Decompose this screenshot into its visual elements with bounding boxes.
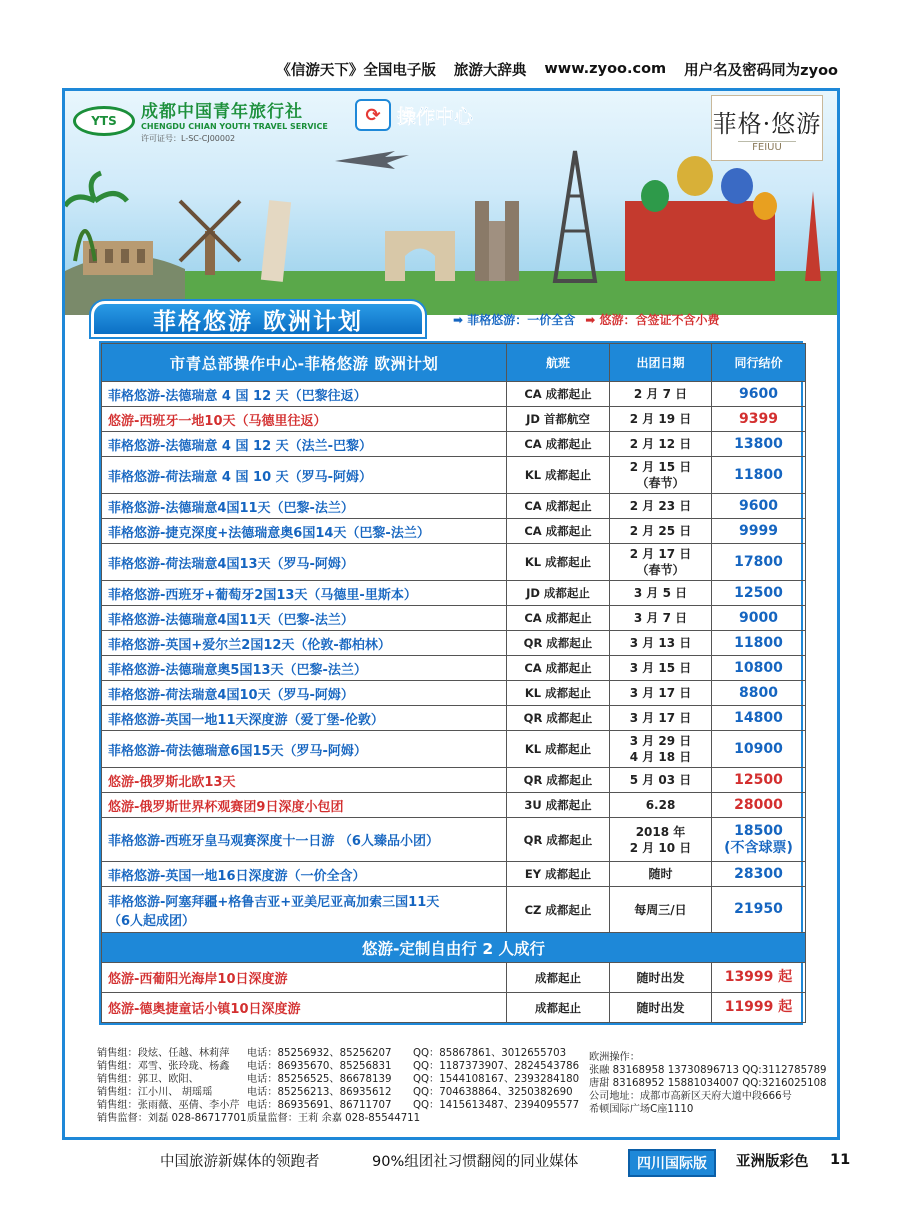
headline-tab (91, 301, 425, 337)
route-name (102, 887, 507, 933)
table-row (102, 993, 806, 1023)
header-flight: 航班 (507, 344, 610, 382)
price-line: 13800 (734, 435, 783, 452)
price-line: 9600 (739, 385, 778, 402)
price-line: 21950 (734, 901, 783, 917)
price-line: 9399 (739, 410, 778, 427)
date-line: 3 月 29 日 (629, 734, 692, 748)
date-line: 3 月 17 日 (629, 686, 692, 700)
price-cell (712, 681, 806, 706)
table-row (102, 656, 806, 681)
table-row (102, 793, 806, 818)
table-row (102, 631, 806, 656)
date-line-2: 2 月 10 日 (629, 840, 692, 855)
date-line: 2 月 7 日 (633, 387, 688, 401)
europe-ops-line: 欧洲操作： (589, 1052, 640, 1063)
route-name (102, 457, 507, 494)
route-name (102, 544, 507, 581)
route-name-line: 悠游-俄罗斯世界杯观赛团9日深度小包团 (108, 799, 344, 815)
footer-slogan-2: 90%组团社习惯翻阅的同业媒体 (372, 1153, 579, 1170)
flight-cell: 成都起止 (507, 993, 610, 1023)
route-name: 悠游-德奥捷童话小镇10日深度游 (102, 993, 507, 1023)
top-header-bar (0, 52, 900, 86)
route-name (102, 862, 507, 887)
section-title: 悠游-定制自由行 2 人成行 (102, 933, 806, 963)
sales-group-phone: 电话：85256213、86935612 (247, 1087, 392, 1098)
supervision-line (97, 1112, 587, 1125)
route-name-line: 菲格悠游-英国一地11天深度游（爱丁堡-伦敦） (108, 712, 384, 728)
route-name-line: 菲格悠游-荷法德瑞意6国15天（罗马-阿姆） (108, 743, 367, 759)
table-row (102, 862, 806, 887)
header-route: 市青总部操作中心-菲格悠游 欧洲计划 (102, 344, 507, 382)
table-row (102, 581, 806, 606)
flight-cell: CA 成都起止 (507, 656, 610, 681)
price-line: 9000 (739, 609, 778, 626)
flight-cell: 3U 成都起止 (507, 793, 610, 818)
date-line: 2 月 15 日 (629, 460, 692, 474)
section-header (102, 933, 806, 963)
price-line: 12500 (734, 771, 783, 788)
price-note: (不含球票) (724, 839, 793, 856)
route-name-line: 菲格悠游-阿塞拜疆+格鲁吉亚+亚美尼亚高加索三国11天 (108, 894, 440, 910)
header-price: 同行结价 (712, 344, 806, 382)
route-name-line-2: （6人起成团） (108, 913, 196, 929)
price-line: 11800 (734, 634, 783, 651)
price-cell (712, 731, 806, 768)
table-row (102, 544, 806, 581)
europe-operations (589, 1051, 839, 1116)
table-row (102, 519, 806, 544)
price-line: 10800 (734, 659, 783, 676)
route-name (102, 519, 507, 544)
route-name-line: 悠游-俄罗斯北欧13天 (108, 774, 236, 790)
europe-ops-line: 张融 83168958 13730896713 QQ:3112785789 (589, 1065, 827, 1076)
flight-cell: QR 成都起止 (507, 631, 610, 656)
price-cell (712, 457, 806, 494)
date-cell: 随时出发 (610, 963, 712, 993)
route-name (102, 432, 507, 457)
date-cell (610, 681, 712, 706)
table-row (102, 887, 806, 933)
price-cell (712, 606, 806, 631)
table-row (102, 768, 806, 793)
price-cell (712, 706, 806, 731)
sales-group-qq: QQ：85867861、3012655703 (413, 1048, 567, 1059)
price-line: 10900 (734, 740, 783, 757)
flight-cell: CA 成都起止 (507, 519, 610, 544)
sales-group-qq: QQ：1415613487、2394095577 (413, 1100, 580, 1111)
login-hint: 用户名及密码同为zyoo (684, 62, 838, 79)
license-number: 许可证号：L-SC-CJ00002 (141, 134, 236, 143)
price-line: 9600 (739, 497, 778, 514)
route-name (102, 731, 507, 768)
price-cell (712, 519, 806, 544)
date-line: 每周三/日 (634, 902, 687, 917)
date-line: 3 月 7 日 (633, 611, 688, 625)
date-cell (610, 862, 712, 887)
date-line: 3 月 13 日 (629, 636, 692, 650)
sales-group-qq: QQ：704638864、3250382690 (413, 1087, 573, 1098)
price-cell: 13999 起 (712, 963, 806, 993)
flight-cell: JD 首都航空 (507, 407, 610, 432)
price-cell (712, 862, 806, 887)
website-link[interactable]: www.zyoo.com (544, 61, 667, 77)
date-cell (610, 407, 712, 432)
table-header (102, 344, 806, 382)
flight-cell: CA 成都起止 (507, 606, 610, 631)
europe-ops-line: 唐甜 83168952 15881034007 QQ:3216025108 (589, 1078, 827, 1089)
company-logo-mark: YTS (73, 106, 135, 136)
price-cell (712, 494, 806, 519)
route-name-line: 菲格悠游-荷法瑞意 4 国 10 天（罗马-阿姆） (108, 469, 373, 485)
route-name-line: 菲格悠游-西班牙+葡萄牙2国13天（马德里-里斯本） (108, 587, 417, 603)
date-cell (610, 581, 712, 606)
price-line: 17800 (734, 553, 783, 570)
price-line: 12500 (734, 584, 783, 601)
sales-group-name: 销售组：段炫、任越、林莉萍 (97, 1048, 230, 1059)
sales-group-qq: QQ：1187373907、2824543786 (413, 1061, 580, 1072)
table-row (102, 706, 806, 731)
price-cell (712, 581, 806, 606)
sales-group-name: 销售组：郭卫、欧阳、 (97, 1074, 199, 1085)
price-cell (712, 382, 806, 407)
price-cell (712, 818, 806, 862)
date-line: 3 月 17 日 (629, 711, 692, 725)
route-name (102, 494, 507, 519)
route-name (102, 818, 507, 862)
company-name-cn: 成都中国青年旅行社 (141, 102, 303, 122)
sales-group-line (97, 1060, 587, 1073)
sales-group-line (97, 1047, 587, 1060)
date-cell (610, 731, 712, 768)
date-cell (610, 544, 712, 581)
table-row (102, 606, 806, 631)
table-row (102, 457, 806, 494)
flight-cell: CZ 成都起止 (507, 887, 610, 933)
route-name (102, 382, 507, 407)
sales-contacts (97, 1047, 587, 1125)
edition-tag: 四川国际版 (628, 1149, 716, 1177)
route-name (102, 681, 507, 706)
price-cell (712, 544, 806, 581)
date-line: 5 月 03 日 (629, 773, 692, 787)
flight-cell: QR 成都起止 (507, 768, 610, 793)
price-cell: 11999 起 (712, 993, 806, 1023)
date-cell (610, 494, 712, 519)
brand-name-cn: 菲格·悠游 (712, 109, 822, 138)
date-line: 随时 (648, 867, 673, 881)
route-name-line: 菲格悠游-法德瑞意 4 国 12 天（法兰-巴黎） (108, 438, 373, 454)
flight-cell: CA 成都起止 (507, 432, 610, 457)
edition-label: 亚洲版彩色 (736, 1153, 809, 1170)
sales-group-phone: 电话：86935691、86711707 (247, 1100, 392, 1111)
flight-cell: KL 成都起止 (507, 457, 610, 494)
footer-slogan-1: 中国旅游新媒体的领跑者 (160, 1153, 320, 1170)
table-row (102, 407, 806, 432)
table-row (102, 494, 806, 519)
route-name-line: 菲格悠游-捷克深度+法德瑞意奥6国14天（巴黎-法兰） (108, 525, 430, 541)
headline-title: 菲格悠游 欧洲计划 (152, 308, 363, 335)
date-line: 6.28 (645, 798, 676, 812)
date-cell (610, 519, 712, 544)
europe-ops-line: 公司地址：成都市高新区天府大道中段666号 (589, 1091, 792, 1102)
date-line-2: （春节） (636, 476, 685, 490)
itinerary-table (99, 341, 803, 1025)
flight-cell: JD 成都起止 (507, 581, 610, 606)
flight-cell: KL 成都起止 (507, 544, 610, 581)
table-row (102, 963, 806, 993)
price-line: 28300 (734, 865, 783, 882)
swirl-logo-icon: ⟳ (355, 99, 391, 131)
date-line: 2 月 23 日 (629, 499, 692, 513)
price-cell (712, 631, 806, 656)
table-row (102, 681, 806, 706)
date-cell (610, 606, 712, 631)
flight-cell: EY 成都起止 (507, 862, 610, 887)
price-line: 14800 (734, 709, 783, 726)
price-cell (712, 656, 806, 681)
date-line: 2018 年 (635, 824, 686, 839)
table-row (102, 731, 806, 768)
date-line: 2 月 25 日 (629, 524, 692, 538)
flight-cell: 成都起止 (507, 963, 610, 993)
date-line: 2 月 19 日 (629, 412, 692, 426)
sales-group-line (97, 1086, 587, 1099)
route-name (102, 407, 507, 432)
route-name (102, 581, 507, 606)
brand-name-en: FEIUU (738, 141, 796, 153)
price-line: 18500 (734, 822, 783, 839)
sales-group-phone: 电话：85256525、86678139 (247, 1074, 392, 1085)
quality-supervisor: 质量监督：王莉 余嘉 028-85544711 (247, 1113, 421, 1124)
price-cell (712, 407, 806, 432)
price-cell (712, 793, 806, 818)
date-line-2: 4 月 18 日 (629, 750, 692, 764)
route-name-line: 菲格悠游-荷法瑞意4国10天（罗马-阿姆） (108, 687, 354, 703)
route-name-line: 悠游-西班牙一地10天（马德里往返） (108, 413, 327, 429)
route-name-line: 菲格悠游-法德瑞意4国11天（巴黎-法兰） (108, 500, 354, 516)
sales-group-qq: QQ：1544108167、2393284180 (413, 1074, 580, 1085)
date-cell: 随时出发 (610, 993, 712, 1023)
route-name-line: 菲格悠游-英国一地16日深度游（一价全含） (108, 868, 366, 884)
operation-center (355, 99, 473, 131)
table-row (102, 382, 806, 407)
company-logo (73, 97, 328, 144)
route-name (102, 606, 507, 631)
date-line: 2 月 17 日 (629, 547, 692, 561)
ad-frame (62, 88, 840, 1140)
route-name (102, 706, 507, 731)
route-name-line: 菲格悠游-英国+爱尔兰2国12天（伦敦-都柏林） (108, 637, 391, 653)
price-line: 11800 (734, 466, 783, 483)
banner (65, 91, 837, 315)
table-row (102, 432, 806, 457)
flight-cell: CA 成都起止 (507, 494, 610, 519)
route-name-line: 菲格悠游-法德瑞意 4 国 12 天（巴黎往返） (108, 388, 367, 404)
price-line: 9999 (739, 522, 778, 539)
price-line: 8800 (739, 684, 778, 701)
sales-group-phone: 电话：85256932、85256207 (247, 1048, 392, 1059)
sales-group-name: 销售组：邓雪、张玲珑、杨鑫 (97, 1061, 230, 1072)
date-cell (610, 818, 712, 862)
date-cell (610, 706, 712, 731)
date-line-2: （春节） (636, 563, 685, 577)
europe-ops-line: 希顿国际广场C座1110 (589, 1104, 694, 1115)
operation-center-label: 操作中心 (397, 105, 474, 128)
dictionary-label: 旅游大辞典 (453, 62, 527, 79)
date-line: 3 月 15 日 (629, 661, 692, 675)
flight-cell: KL 成都起止 (507, 681, 610, 706)
headline-row (65, 301, 837, 339)
route-name (102, 631, 507, 656)
route-name-line: 菲格悠游-西班牙皇马观赛深度十一日游 （6人臻品小团） (108, 834, 439, 849)
date-cell (610, 793, 712, 818)
flight-cell: QR 成都起止 (507, 818, 610, 862)
date-cell (610, 768, 712, 793)
flight-cell: QR 成都起止 (507, 706, 610, 731)
company-name-en: CHENGDU CHIAN YOUTH TRAVEL SERVICE (141, 122, 328, 131)
date-line: 2 月 12 日 (629, 437, 692, 451)
feige-brand-logo (711, 95, 823, 161)
contacts-section (97, 1047, 837, 1141)
sales-group-line (97, 1073, 587, 1086)
page-number: 11 (830, 1152, 851, 1168)
note-visa-no-tips: ➡ 悠游：含签证不含小费 (585, 313, 720, 327)
route-name (102, 656, 507, 681)
table-row (102, 818, 806, 862)
date-cell (610, 382, 712, 407)
date-cell (610, 887, 712, 933)
flight-cell: CA 成都起止 (507, 382, 610, 407)
date-cell (610, 432, 712, 457)
date-line: 3 月 5 日 (633, 586, 688, 600)
header-date: 出团日期 (610, 344, 712, 382)
date-cell (610, 631, 712, 656)
sales-group-name: 销售组：江小川、 胡瑶瑶 (97, 1087, 213, 1098)
price-cell (712, 432, 806, 457)
date-cell (610, 656, 712, 681)
route-name (102, 793, 507, 818)
price-cell (712, 887, 806, 933)
publication-title: 《信游天下》全国电子版 (276, 62, 436, 79)
sales-group-line (97, 1099, 587, 1112)
route-name (102, 768, 507, 793)
route-name-line: 菲格悠游-法德瑞意4国11天（巴黎-法兰） (108, 612, 354, 628)
package-notes (453, 311, 719, 328)
route-name-line: 菲格悠游-荷法瑞意4国13天（罗马-阿姆） (108, 556, 354, 572)
sales-group-phone: 电话：86935670、85256831 (247, 1061, 392, 1072)
note-all-inclusive: ➡ 菲格悠游：一价全含 (453, 313, 576, 327)
date-cell (610, 457, 712, 494)
sales-group-name: 销售组：张雨薇、巫倩、李小芹 (97, 1100, 240, 1111)
footer-bar (0, 1146, 900, 1174)
price-line: 28000 (734, 796, 783, 813)
route-name-line: 菲格悠游-法德瑞意奥5国13天（巴黎-法兰） (108, 662, 367, 678)
sales-supervisor: 销售监督：刘磊 028-86717701 (97, 1113, 247, 1124)
flight-cell: KL 成都起止 (507, 731, 610, 768)
route-name: 悠游-西葡阳光海岸10日深度游 (102, 963, 507, 993)
price-cell (712, 768, 806, 793)
